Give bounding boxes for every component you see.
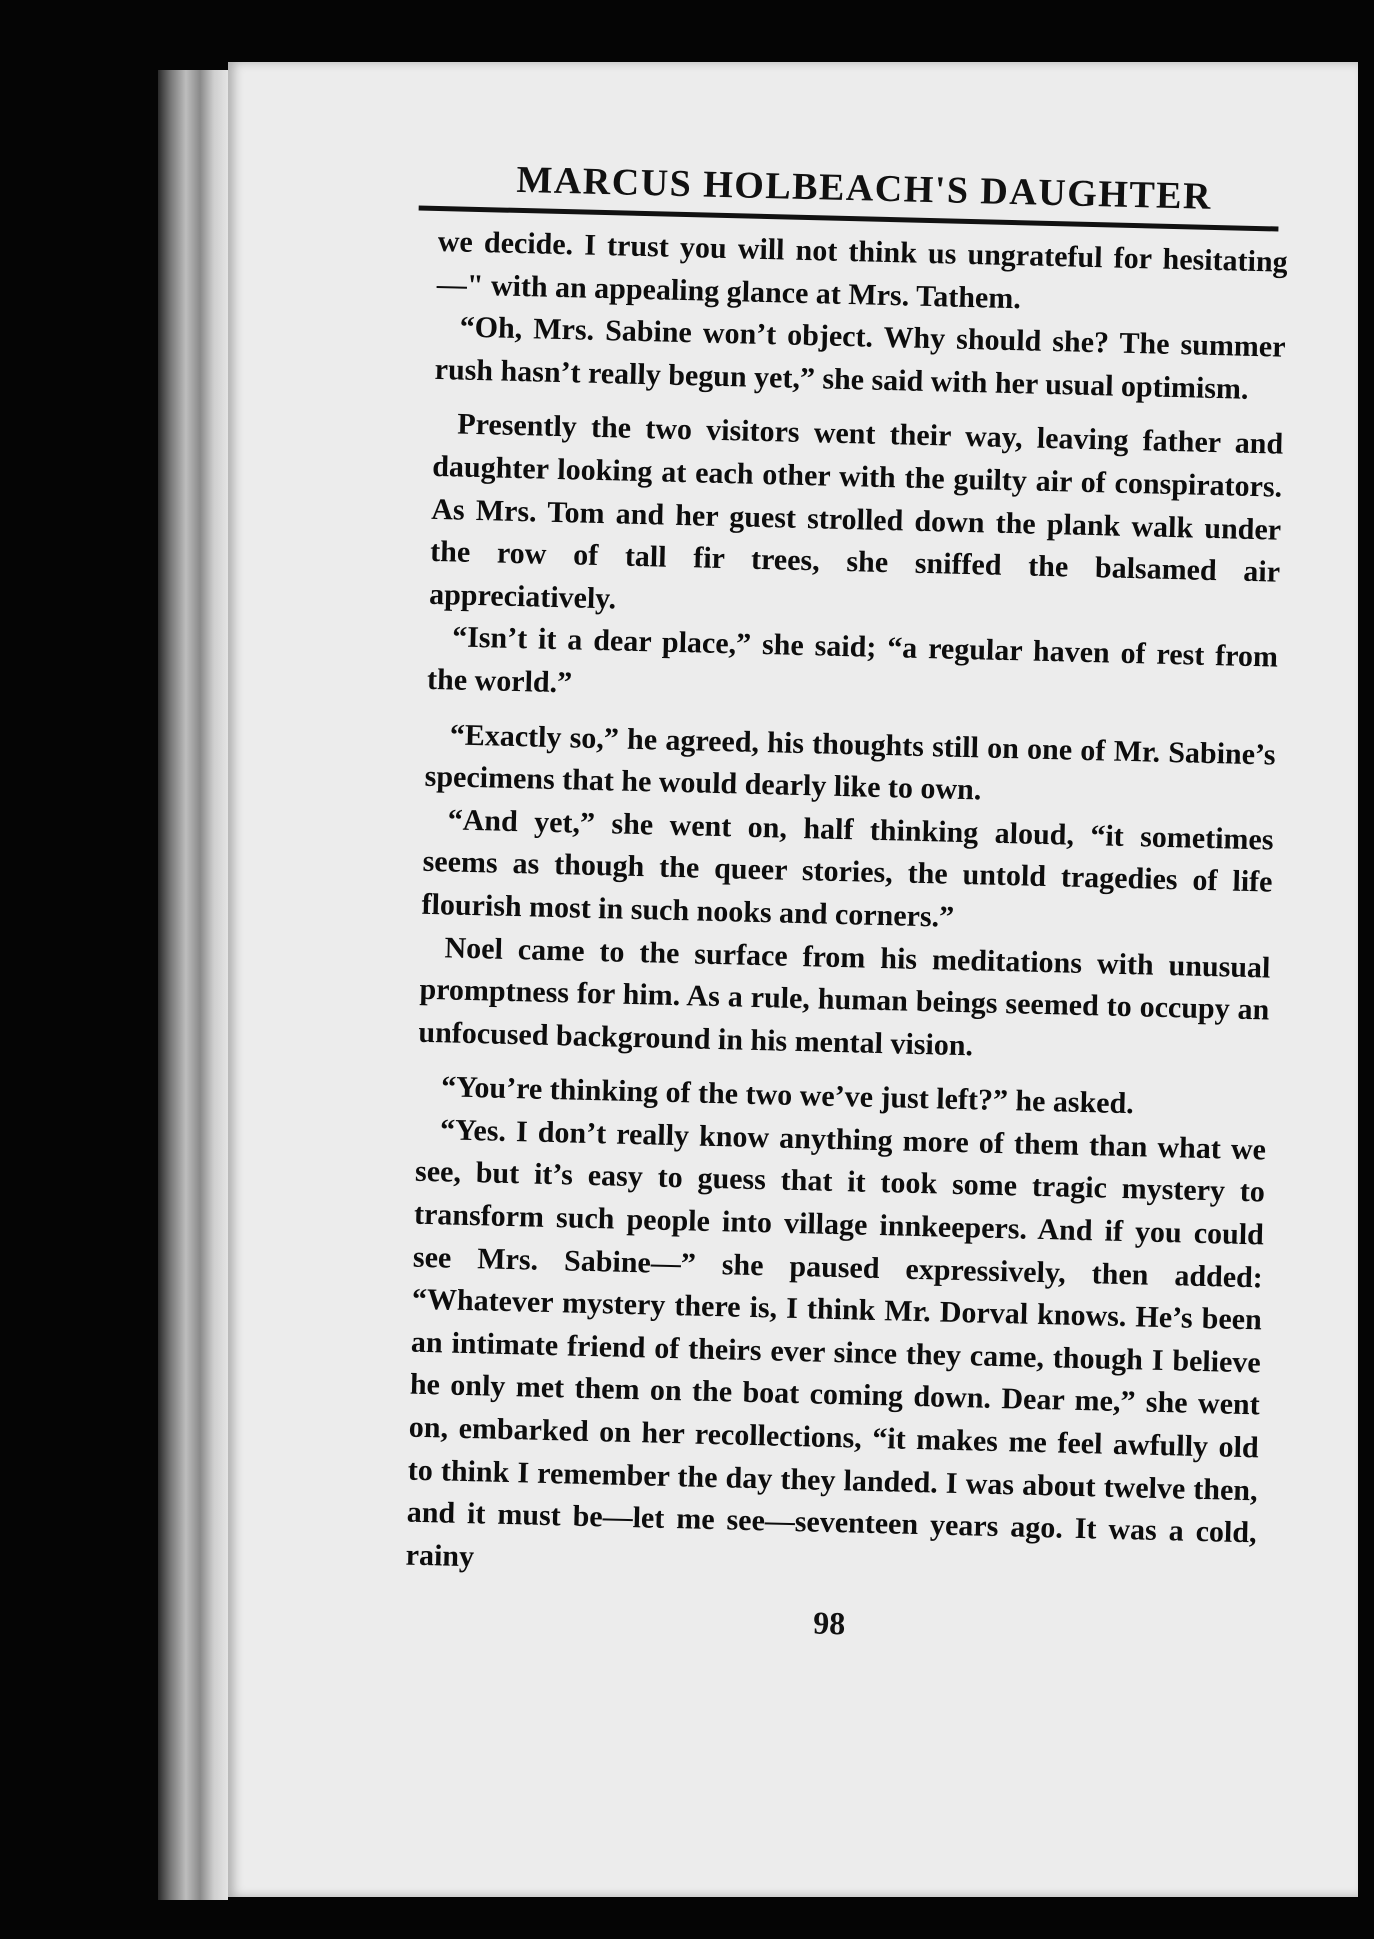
paragraph: “Oh, Mrs. Sabine won’t object. Why should she? The summer rush hasn’t really begun yet,” she said with her usual optimism. xyxy=(434,310,1286,406)
paragraph: we decide. I trust you will not think us ungrateful for hesitating—" with an appealing glance at Mrs. Tathem. xyxy=(436,224,1289,315)
body-text xyxy=(405,221,1288,1598)
paragraph: “Yes. I don’t really know anything more of them than what we see, but it’s easy to guess that it took some tragic mystery to transform such people into village innkeepers. And if you could see Mrs. Sabine—” she paused expressively, then added: “Whatever mystery there is, I think Mr. Dorval knows. He’s been an intimate friend of theirs ever since they came, though I believe he only met them on the boat coming down. Dear me,” she went on, embarked on her recollections, “it makes me feel awfully old to think I remember the day they landed. I was about twelve then, and it must be—let me see—seventeen years ago. It was a cold, rainy xyxy=(405,1113,1267,1574)
paragraph: “You’re thinking of the two we’ve just left?” he asked. xyxy=(440,1070,1135,1121)
page-content xyxy=(404,154,1290,1653)
paragraph: “Isn’t it a dear place,” she said; “a regular haven of rest from the world.” xyxy=(426,620,1279,700)
page-number: 98 xyxy=(812,1604,846,1642)
running-head: MARCUS HOLBEACH'S DAUGHTER xyxy=(516,158,1213,218)
paragraph: Presently the two visitors went their way, leaving father and daughter looking at each other with the guilty air of conspirators. As Mrs. Tom and her guest strolled down the plank walk under the row of tall fir trees, she sniffed the balsamed air appreciatively. xyxy=(428,407,1284,616)
paragraph: “Exactly so,” he agreed, his thoughts still on one of Mr. Sabine’s specimens that he would dearly like to own. xyxy=(424,717,1276,807)
paragraph: Noel came to the surface from his meditations with unusual promptness for him. As a rule, human beings seemed to occupy an unfocused background in his mental vision. xyxy=(418,930,1271,1062)
book-fore-edge xyxy=(158,70,228,1900)
paragraph: “And yet,” she went on, half thinking aloud, “it sometimes seems as though the queer stories, the untold tragedies of life flourish most in such nooks and corners.” xyxy=(421,803,1274,934)
